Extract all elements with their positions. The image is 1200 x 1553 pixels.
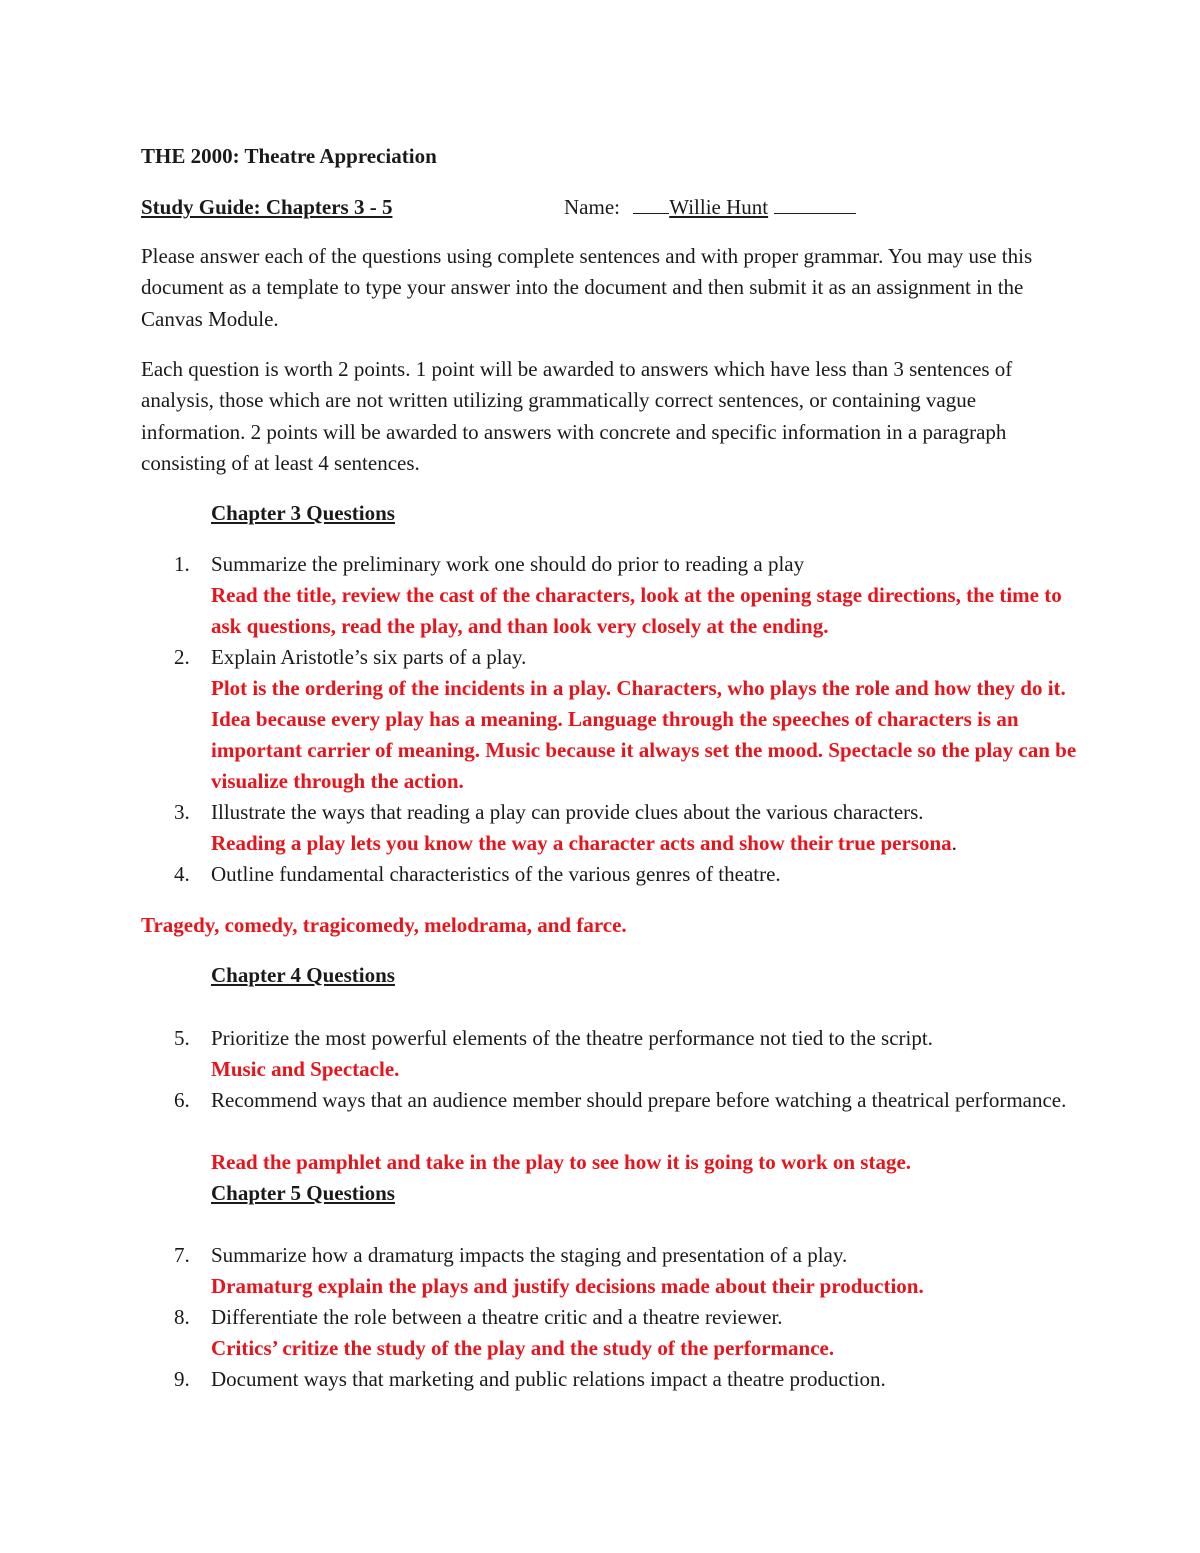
question-text: Differentiate the role between a theatre critic and a theatre reviewer. — [211, 1305, 783, 1329]
name-blank-right — [774, 193, 856, 214]
question-number: 3. — [174, 800, 190, 824]
question-number: 8. — [174, 1305, 190, 1329]
question-number: 6. — [174, 1088, 190, 1112]
question-text: Summarize the preliminary work one should do prior to reading a play — [211, 552, 805, 576]
question-number: 4. — [174, 862, 190, 886]
chapter-5-heading: Chapter 5 Questions — [211, 1181, 395, 1205]
question-answer: Music and Spectacle. — [211, 1057, 400, 1081]
question-answer: Critics’ critize the study of the play and the study of the performance. — [211, 1336, 835, 1360]
question-number: 7. — [174, 1243, 190, 1267]
question-answer: Read the title, review the cast of the characters, look at the opening stage directions, the time to ask questions, read the play, and than look very closely at the ending. — [211, 583, 1062, 638]
question-text: Outline fundamental characteristics of the various genres of theatre. — [211, 862, 781, 886]
study-guide-title: Study Guide: Chapters 3 - 5 — [141, 195, 393, 219]
question-answer-text: Reading a play lets you know the way a character acts and show their true persona — [211, 831, 952, 855]
question-answer: Dramaturg explain the plays and justify decisions made about their production. — [211, 1274, 924, 1298]
question-text: Summarize how a dramaturg impacts the staging and presentation of a play. — [211, 1243, 848, 1267]
question-number: 9. — [174, 1367, 190, 1391]
chapter-3-heading: Chapter 3 Questions — [211, 501, 395, 525]
question-number: 1. — [174, 552, 190, 576]
chapter-4-heading: Chapter 4 Questions — [211, 963, 395, 987]
question-answer — [211, 828, 1081, 859]
instructions-paragraph-1: Please answer each of the questions using complete sentences and with proper grammar. You may use this document as a template to type your answer into the document and then submit it as an assignment in the Canvas Module. — [141, 244, 1033, 331]
question-text: Prioritize the most powerful elements of the theatre performance not tied to the script. — [211, 1026, 933, 1050]
question-answer-period: . — [951, 831, 957, 855]
question-text: Illustrate the ways that reading a play can provide clues about the various characters. — [211, 800, 924, 824]
question-answer: Read the pamphlet and take in the play to see how it is going to work on stage. — [211, 1150, 912, 1174]
question-text: Explain Aristotle’s six parts of a play. — [211, 645, 527, 669]
question-answer: Plot is the ordering of the incidents in a play. Characters, who plays the role and how they do it. Idea because every play has a meaning. Language through the speeches of characters is an important carrier of meaning. Music because it always set the mood. Spectacle so the play can be visualize through the action. — [211, 676, 1077, 793]
question-number: 5. — [174, 1026, 190, 1050]
instructions-paragraph-2: Each question is worth 2 points. 1 point will be awarded to answers which have less than 3 sentences of analysis, those which are not written utilizing grammatically correct sentences, or containing vague information. 2 points will be awarded to answers with concrete and specific information in a paragraph consisting of at least 4 sentences. — [141, 357, 1013, 475]
name-label: Name: — [564, 195, 620, 219]
name-value: Willie Hunt — [669, 195, 769, 219]
name-field — [564, 192, 856, 223]
question-number: 2. — [174, 645, 190, 669]
question-text: Recommend ways that an audience member should prepare before watching a theatrical performance. — [211, 1088, 1067, 1112]
name-blank-left — [633, 193, 669, 214]
question-text: Document ways that marketing and public relations impact a theatre production. — [211, 1367, 886, 1391]
question-answer: Tragedy, comedy, tragicomedy, melodrama, and farce. — [141, 913, 627, 937]
course-title: THE 2000: Theatre Appreciation — [141, 144, 437, 168]
